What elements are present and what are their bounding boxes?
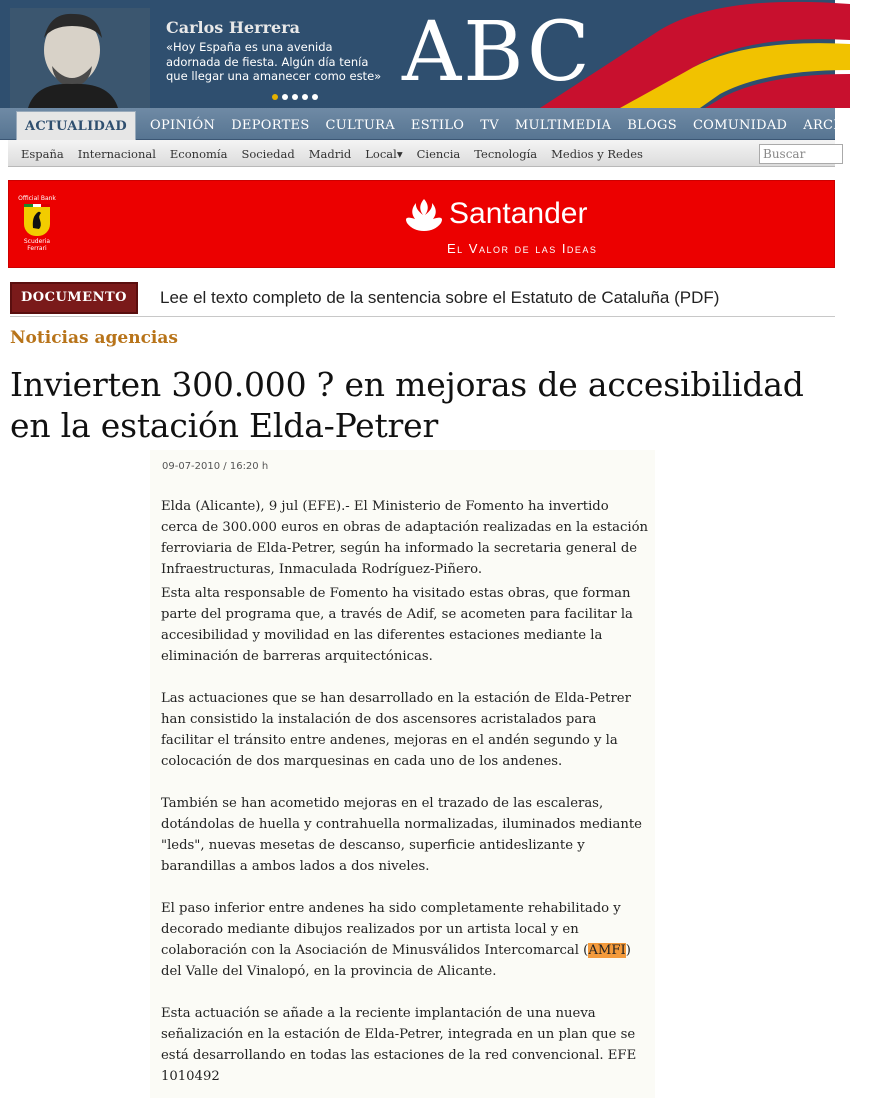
documento-strip <box>10 280 835 317</box>
article-body <box>150 450 655 1098</box>
subnav-item-sociedad[interactable]: Sociedad <box>241 146 295 161</box>
highlighted-term: AMFI <box>588 943 626 958</box>
nav-item-estilo[interactable]: ESTILO <box>410 118 465 133</box>
nav-item-actualidad[interactable]: ACTUALIDAD <box>16 111 136 140</box>
article-date: 09-07-2010 / 16:20 h <box>162 461 269 472</box>
santander-flame-icon <box>405 197 443 231</box>
documento-link[interactable]: Lee el texto completo de la sentencia sobre el Estatuto de Cataluña (PDF) <box>160 288 720 307</box>
ferrari-top-label: Official Bank <box>18 195 56 202</box>
article-paragraph: Elda (Alicante), 9 jul (EFE).- El Ministerio de Fomento ha invertido cerca de 300.000 euros en obras de adaptación realizadas en la estación ferroviaria de Elda-Petrer, según ha informado la secretaria general de Infraestructuras, Inmaculada Rodríguez-Piñero. <box>161 499 649 577</box>
carousel-dot[interactable] <box>312 94 318 100</box>
santander-tagline: El Valor de las Ideas <box>447 241 598 256</box>
subnav-item-tecnologia[interactable]: Tecnología <box>474 146 538 161</box>
subnav-item-economia[interactable]: Economía <box>169 146 228 161</box>
nav-item-cultura[interactable]: CULTURA <box>325 118 395 133</box>
carousel-dot[interactable] <box>292 94 298 100</box>
ferrari-bottom-label: Scuderia Ferrari <box>23 238 51 252</box>
subnav-item-local[interactable]: Local▾ <box>365 146 403 161</box>
subnav-item-espana[interactable]: España <box>21 146 64 161</box>
nav-item-comunidad[interactable]: COMUNIDAD <box>692 118 788 133</box>
subnav-item-internacional[interactable]: Internacional <box>77 146 156 161</box>
nav-item-multimedia[interactable]: MULTIMEDIA <box>514 118 612 133</box>
documento-badge: DOCUMENTO <box>10 282 138 314</box>
carousel-dot[interactable] <box>282 94 288 100</box>
search-input[interactable]: Buscar <box>759 144 843 164</box>
columnist-quote[interactable]: «Hoy España es una avenida adornada de fiesta. Algún día tenía que llegar una amanecer como este» <box>166 40 382 83</box>
carousel-dot[interactable] <box>272 94 278 100</box>
ferrari-shield-icon <box>24 204 50 236</box>
section-label[interactable]: Noticias agencias <box>10 328 178 348</box>
site-header <box>0 0 835 108</box>
nav-item-tv[interactable]: TV <box>480 118 499 133</box>
nav-item-opinion[interactable]: OPINIÓN <box>150 118 216 133</box>
paragraph-text: El paso inferior entre andenes ha sido completamente rehabilitado y decorado mediante dibujos realizados por un artista local y en colaboración con la Asociación de Minusválidos Intercomarcal ( <box>161 901 621 958</box>
santander-logo <box>405 197 587 231</box>
article-paragraph: Las actuaciones que se han desarrollado en la estación de Elda-Petrer han consistido la instalación de dos ascensores acristalados para facilitar el tránsito entre andenes, mejoras en el andén segundo y la colocación de dos marquesinas en cada uno de los andenes. <box>161 691 631 769</box>
subnav-item-ciencia[interactable]: Ciencia <box>416 146 461 161</box>
abc-logo[interactable]: ABC <box>402 5 592 100</box>
paragraph-text: ) del Valle del Vinalopó, en la provincia de Alicante. <box>161 943 631 979</box>
santander-brand: Santander <box>449 197 588 230</box>
sub-nav <box>8 140 835 167</box>
article-paragraph: Esta actuación se añade a la reciente implantación de una nueva señalización en la estación de Elda-Petrer, integrada en un plan que se está desarrollando en todas las estaciones de la red convencional. EFE 1010492 <box>161 1006 637 1084</box>
article-headline: Invierten 300.000 ? en mejoras de accesibilidad en la estación Elda-Petrer <box>10 365 804 445</box>
santander-banner-ad[interactable] <box>8 180 835 268</box>
carousel-dot[interactable] <box>302 94 308 100</box>
article-paragraph <box>161 898 649 982</box>
subnav-item-madrid[interactable]: Madrid <box>308 146 352 161</box>
article-paragraph: Esta alta responsable de Fomento ha visitado estas obras, que forman parte del programa que, a través de Adif, se acometen para facilitar la accesibilidad y movilidad en las diferentes estaciones mediante la eliminación de barreras arquitectónicas. <box>161 586 633 664</box>
nav-item-deportes[interactable]: DEPORTES <box>231 118 310 133</box>
subnav-item-medios[interactable]: Medios y Redes <box>551 146 643 161</box>
nav-item-archivo[interactable]: ARCHIVO <box>803 118 871 133</box>
carousel-dots <box>272 94 318 100</box>
article-paragraph: También se han acometido mejoras en el trazado de las escaleras, dotándolas de huella y contrahuella normalizadas, iluminados mediante "leds", nuevas mesetas de descanso, superficie antideslizante y barandillas a ambos lados a dos niveles. <box>161 796 642 874</box>
ferrari-official-bank-logo <box>17 195 57 255</box>
columnist-photo[interactable] <box>10 8 150 108</box>
columnist-name[interactable]: Carlos Herrera <box>166 18 300 37</box>
nav-item-blogs[interactable]: BLOGS <box>627 118 677 133</box>
main-nav <box>0 108 871 140</box>
